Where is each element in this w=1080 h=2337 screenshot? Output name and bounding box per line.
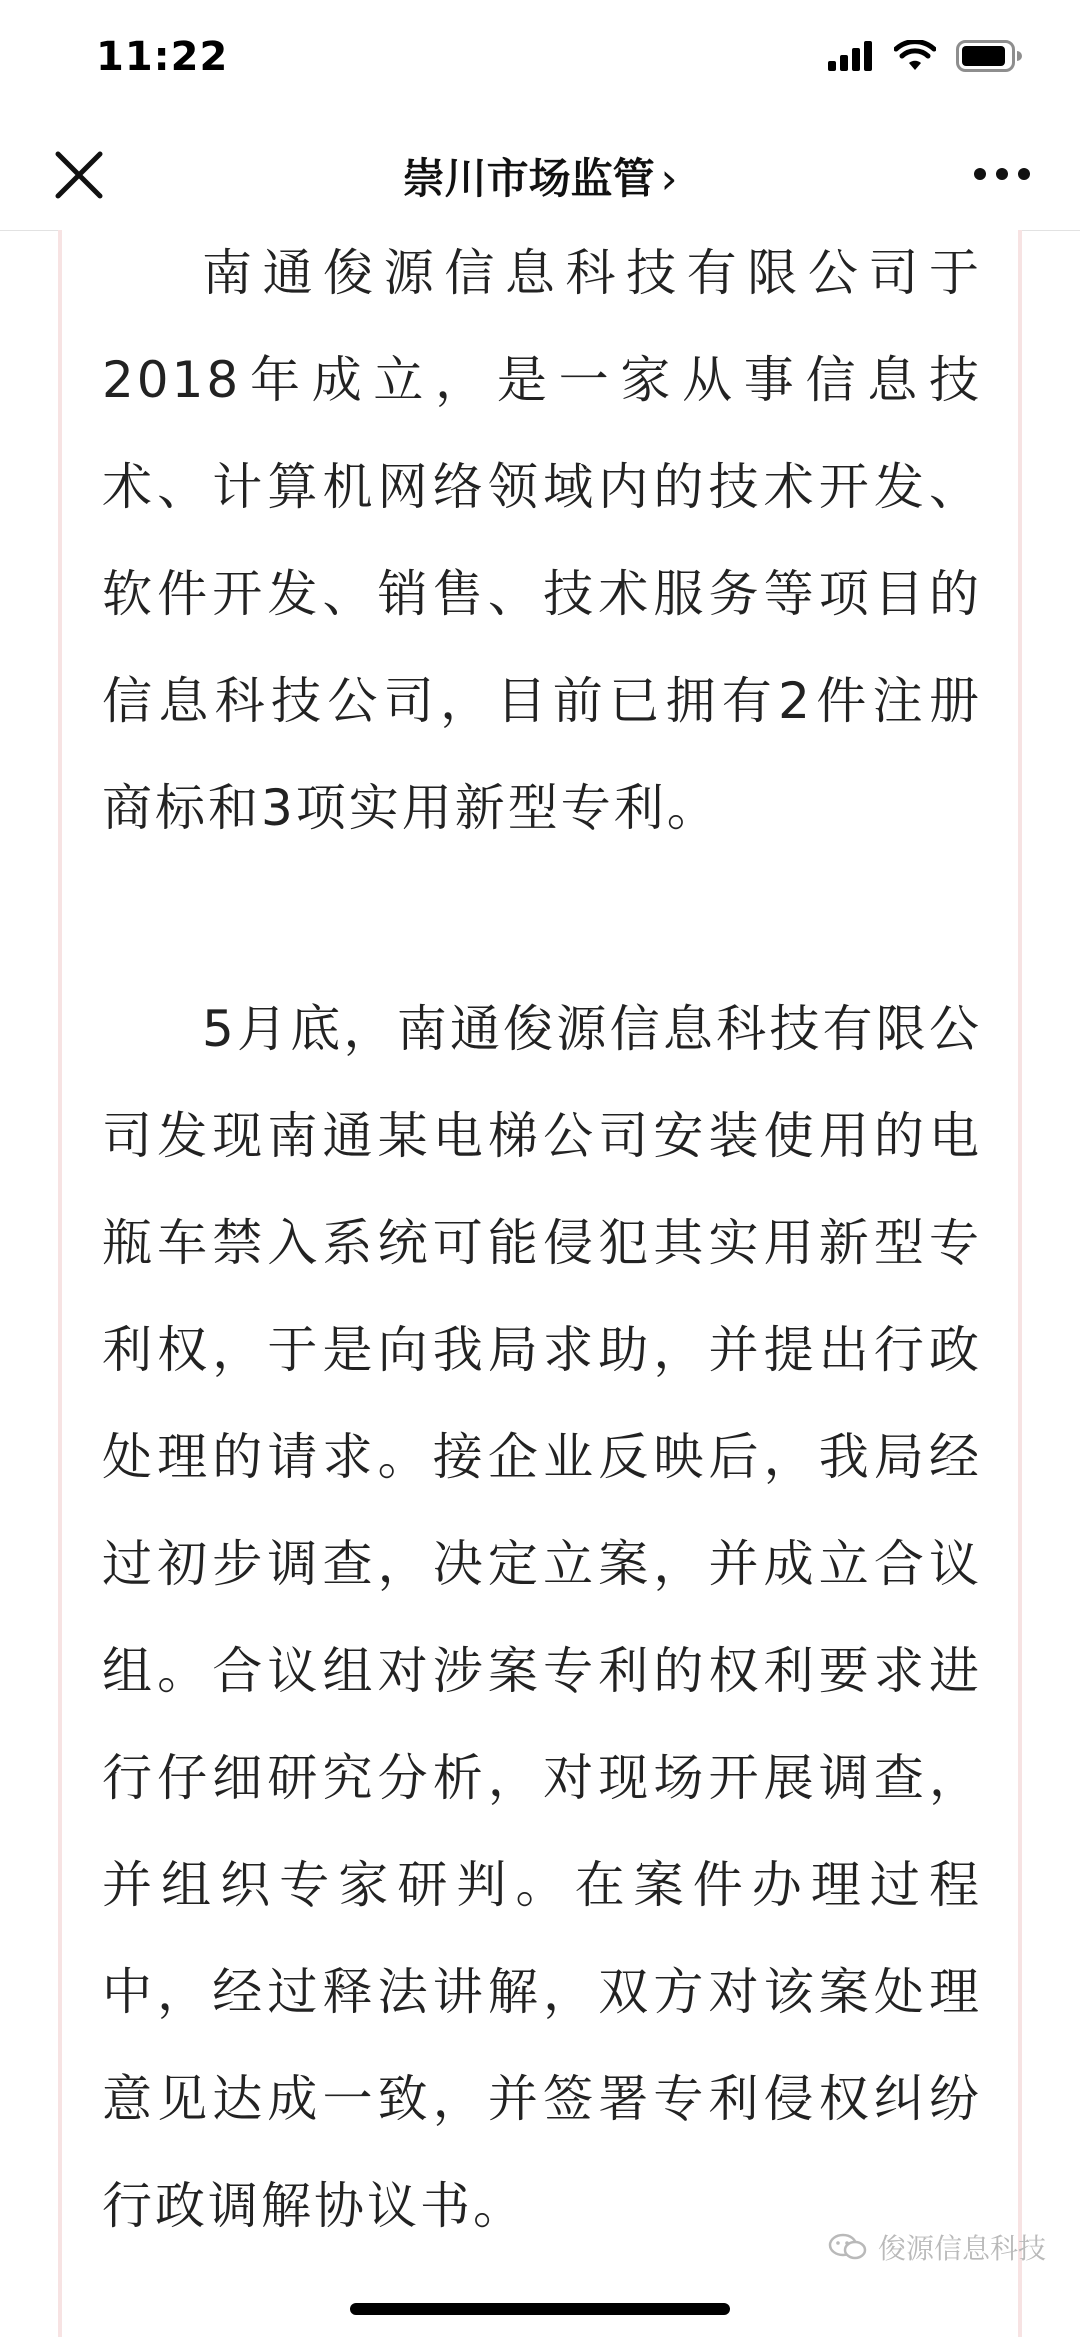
article-body[interactable]: [58, 230, 1022, 2337]
nav-bar: [0, 120, 1080, 231]
wechat-icon: [828, 2232, 868, 2262]
wifi-icon: [894, 40, 936, 72]
more-icon: [970, 154, 1034, 194]
status-icons: [828, 40, 1022, 72]
signal-icon: [828, 41, 874, 71]
home-indicator[interactable]: [350, 2303, 730, 2315]
page-title: 崇川市场监管: [402, 154, 655, 203]
account-title-link[interactable]: [0, 146, 1080, 206]
battery-icon: [956, 40, 1022, 72]
status-time: 11:22: [96, 34, 229, 80]
chevron-right-icon: ›: [660, 154, 678, 203]
watermark: [828, 2227, 1046, 2267]
watermark-text: 俊源信息科技: [877, 2232, 1046, 2265]
status-bar: [0, 0, 1080, 120]
article-paragraph: 5月底，南通俊源信息科技有限公司发现南通某电梯公司安装使用的电瓶车禁入系统可能侵犯其实用新型专利权，于是向我局求助，并提出行政处理的请求。接企业反映后，我局经过初步调查，决定立案，并成立合议组。合议组对涉案专利的权利要求进行仔细研究分析，对现场开展调查，并组织专家研判。在案件办理过程中，经过释法讲解，双方对该案处理意见达成一致，并签署专利侵权纠纷行政调解协议书。: [102, 1000, 982, 2235]
article-paragraph: 南通俊源信息科技有限公司于2018年成立，是一家从事信息技术、计算机网络领域内的技术开发、软件开发、销售、技术服务等项目的信息科技公司，目前已拥有2件注册商标和3项实用新型专利。: [102, 244, 982, 837]
more-button[interactable]: [970, 154, 1034, 194]
